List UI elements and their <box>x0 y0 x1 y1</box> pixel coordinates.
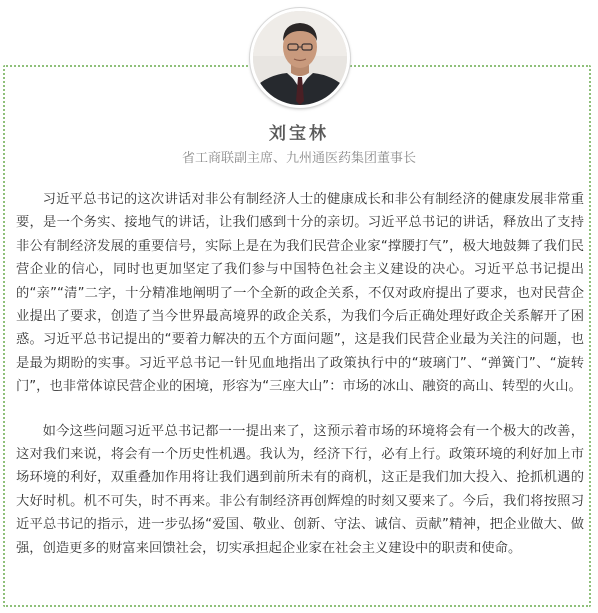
article-body <box>16 188 584 581</box>
paragraph: 习近平总书记的这次讲话对非公有制经济人士的健康成长和非公有制经济的健康发展非常重要，是一个务实、接地气的讲话，让我们感到十分的亲切。习近平总书记的讲话，释放出了支持非公有制经济发展的重要信号，实际上是在为我们民营企业家“撑腰打气”，极大地鼓舞了我们民营企业的信心，同时也更加坚定了我们参与中国特色社会主义建设的决心。习近平总书记提出的“亲”“清”二字，十分精准地阐明了一个全新的政企关系，不仅对政府提出了要求，也对民营企业提出了要求，创造了当今世界最高境界的政企关系，为我们今后正确处理好政企关系解开了困惑。习近平总书记提出的“要着力解决的五个方面问题”，这是我们民营企业最为关注的问题，也是最为期盼的实事。习近平总书记一针见血地指出了政策执行中的“玻璃门”、“弹簧门”、“旋转门”，也非常体谅民营企业的困境，形容为“三座大山”：市场的冰山、融资的高山、转型的火山。 <box>16 192 584 395</box>
profile-name: 刘宝林 <box>269 124 329 144</box>
profile-title: 省工商联副主席、九州通医药集团董事长 <box>181 151 416 166</box>
avatar <box>250 8 350 108</box>
paragraph: 如今这些问题习近平总书记都一一提出来了，这预示着市场的环境将会有一个极大的改善，这对我们来说，将会有一个历史性机遇。我认为，经济下行，必有上行。政策环境的利好加上市场环境的利好，双重叠加作用将让我们遇到前所未有的商机，这正是我们加大投入、抢抓机遇的大好时机。机不可失，时不再来。非公有制经济再创辉煌的时刻又要来了。今后，我们将按照习近平总书记的指示，进一步弘扬“爱国、敬业、创新、守法、诚信、贡献”精神，把企业做大、做强，创造更多的财富来回馈社会，切实承担起企业家在社会主义建设中的职责和使命。 <box>16 423 584 556</box>
